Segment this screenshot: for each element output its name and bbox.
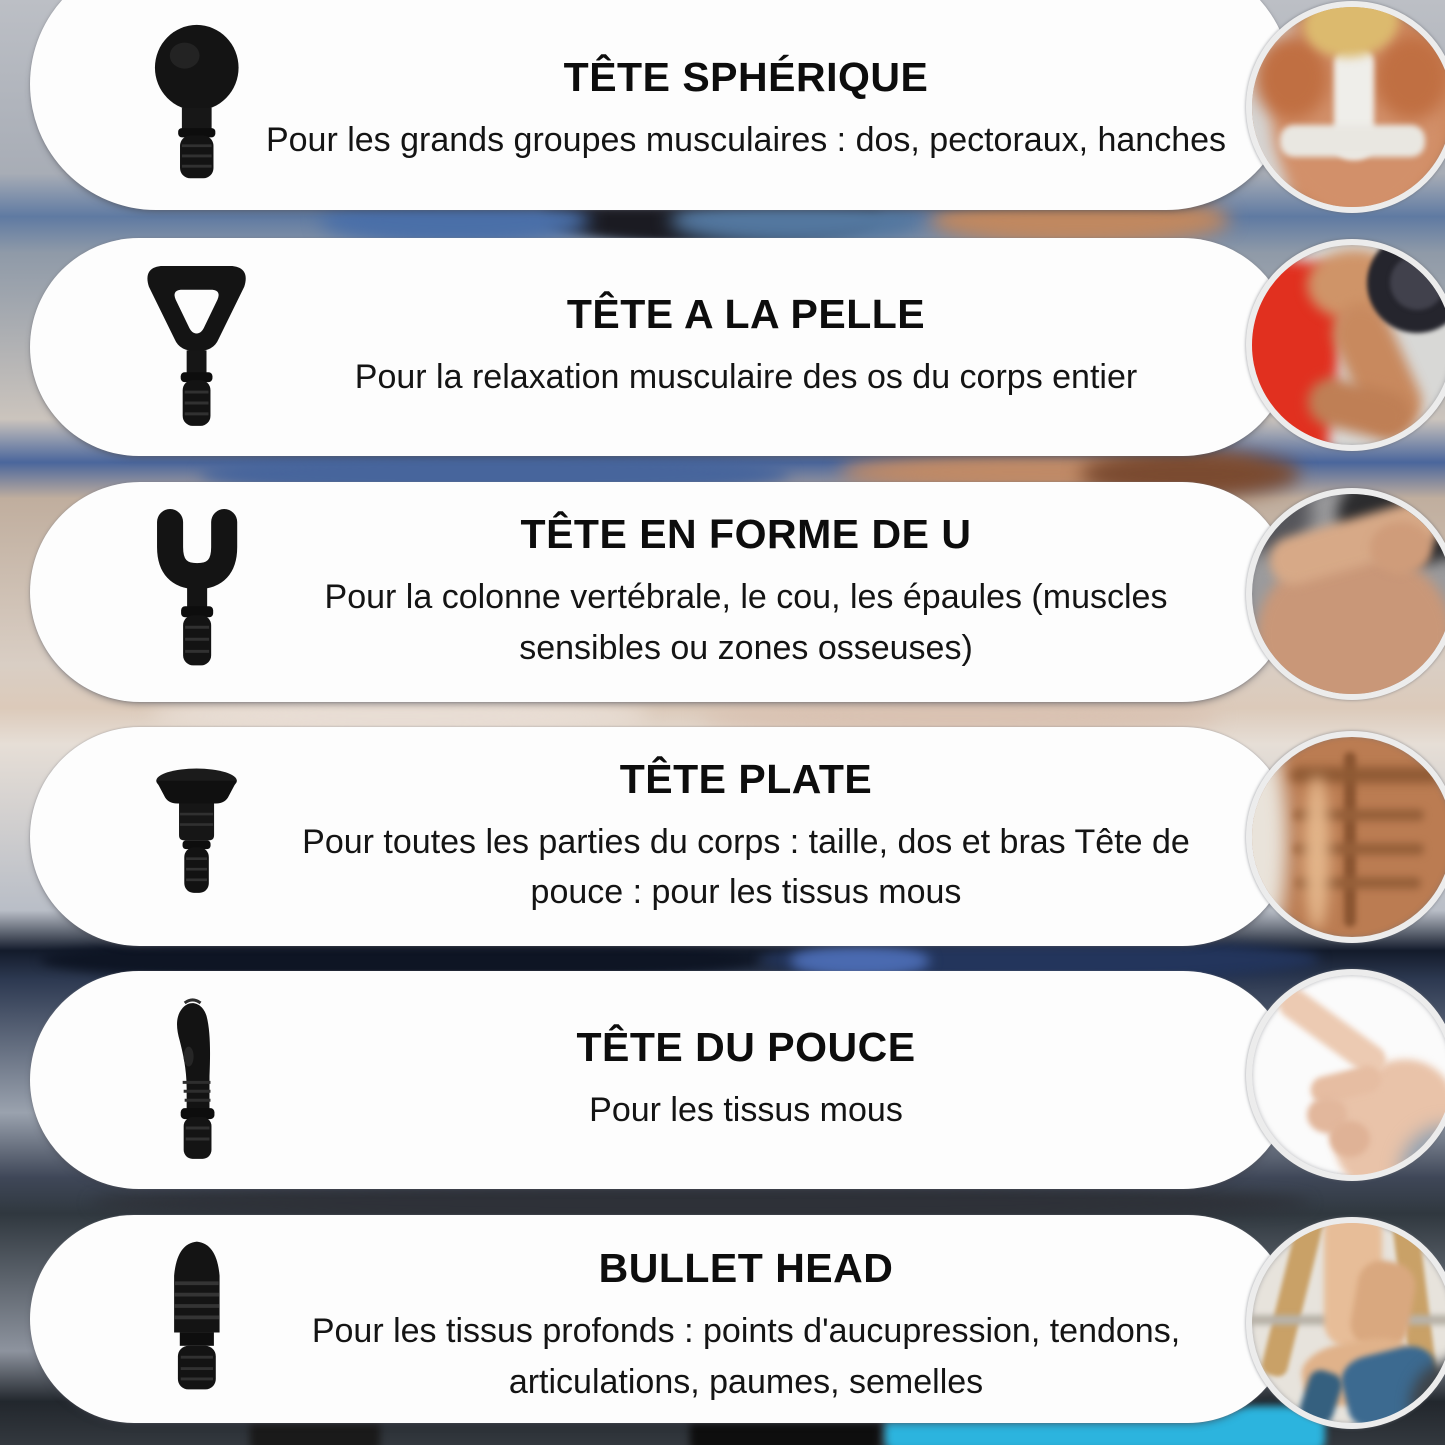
row-text [255,482,1237,702]
attachment-row-tete-du-pouce [30,971,1292,1189]
attachment-row-tete-plate [30,727,1292,946]
row-text [255,10,1237,210]
ball-head-attachment-drawing [141,24,253,191]
row-title: TÊTE PLATE [619,755,873,802]
photo-man-back-neck [1246,488,1445,700]
row-description: Pour les tissus profonds : points d'aucupression, tendons, articulations, paumes, semelles [311,1312,1181,1401]
row-text [255,971,1237,1189]
row-description: Pour les grands groupes musculaires : dos, pectoraux, hanches [265,121,1227,160]
photo-detail [1246,731,1287,943]
photo-hand-fingers [1246,969,1445,1181]
row-title: TÊTE SPHÉRIQUE [563,54,929,101]
row-text [255,1229,1237,1423]
photo-detail [1390,255,1445,310]
photo-man-abs [1246,731,1445,943]
row-description: Pour les tissus mous [589,1091,903,1130]
row-description: Pour toutes les parties du corps : taille, dos et bras Tête de pouce : pour les tissus mous [302,822,1190,911]
attachment-row-bullet-head [30,1215,1292,1423]
photo-woman-back-muscles [1246,1,1445,213]
row-text [255,238,1237,456]
row-title: BULLET HEAD [598,1245,894,1292]
attachment-row-tete-a-la-pelle [30,238,1292,456]
thumb-head-attachment-drawing [137,991,256,1170]
photo-detail [1370,522,1432,574]
attachment-row-tete-en-forme-de-u [30,482,1292,702]
photo-man-bicep-dumbbell [1246,239,1445,451]
row-description: Pour la relaxation musculaire des os du corps entier [354,358,1138,397]
bullet-head-attachment-drawing [140,1234,254,1405]
row-title: TÊTE EN FORME DE U [520,511,972,558]
photo-detail [1304,775,1330,930]
attachment-row-tete-spherique [30,0,1292,210]
row-title: TÊTE A LA PELLE [566,291,926,338]
row-title: TÊTE DU POUCE [576,1024,916,1071]
shovel-head-attachment-drawing [137,258,256,437]
row-description: Pour la colonne vertébrale, le cou, les épaules (muscles sensibles ou zones osseuses) [324,578,1168,667]
photo-detail [1374,35,1445,120]
photo-detail [1330,1121,1370,1157]
flat-head-attachment-drawing [144,758,249,916]
u-fork-head-attachment-drawing [137,502,257,682]
photo-detail [1280,125,1425,157]
row-text [255,727,1237,946]
photo-foot-massage [1246,1217,1445,1429]
